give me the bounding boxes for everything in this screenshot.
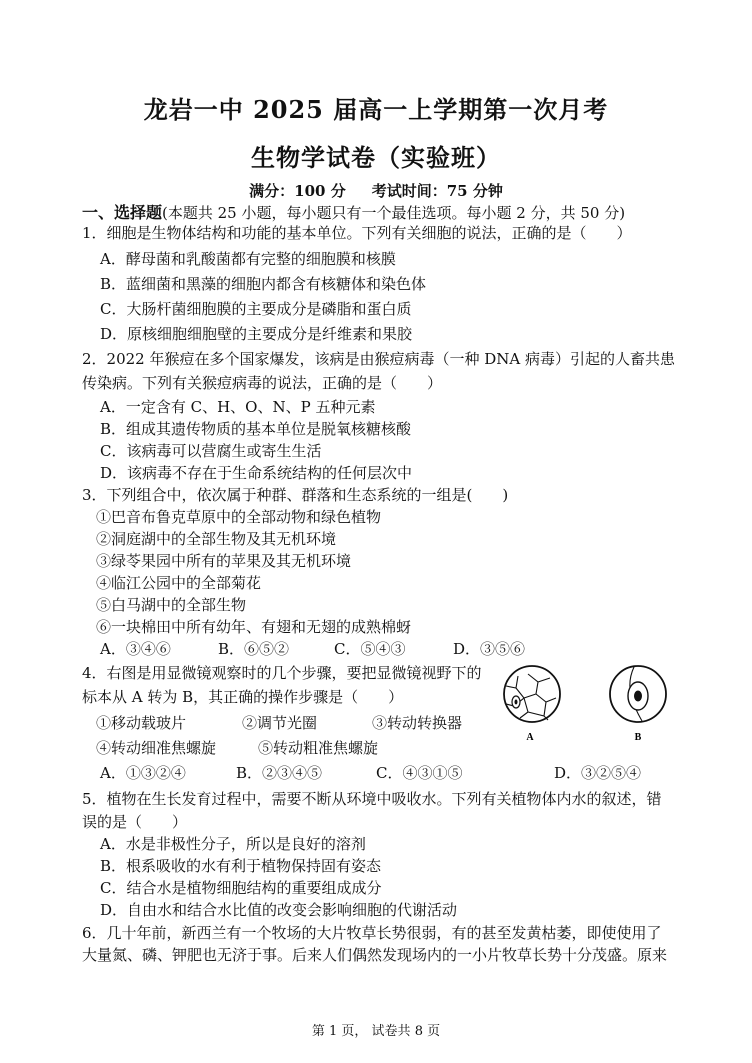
q3-options: [100, 640, 525, 658]
section-heading: [82, 200, 625, 223]
q4-step-5: ⑤转动粗准焦螺旋: [258, 739, 379, 757]
q4-option-d: D．③②⑤④: [554, 764, 642, 782]
q2-option-a: A．一定含有 C、H、O、N、P 五种元素: [100, 398, 376, 416]
q3-stem: 3．下列组合中，依次属于种群、群落和生态系统的一组是( ): [82, 486, 509, 504]
q5-option-c: C．结合水是植物细胞结构的重要组成成分: [100, 879, 382, 897]
field-a-diagram: [504, 666, 560, 743]
q5-stem-line1: 5．植物在生长发育过程中，需要不断从环境中吸收水。下列有关植物体内水的叙述，错: [82, 790, 662, 808]
section-title: 一、选择题: [82, 203, 163, 222]
q1-option-c: C．大肠杆菌细胞膜的主要成分是磷脂和蛋白质: [100, 300, 412, 318]
q3-option-b: B．⑥⑤②: [218, 640, 290, 658]
q4-options: [100, 764, 641, 782]
q4-steps-row2: [96, 739, 378, 757]
q2-option-c: C．该病毒可以营腐生或寄生生活: [100, 442, 322, 460]
q1-option-b: B．蓝细菌和黑藻的细胞内都含有核糖体和染色体: [100, 275, 427, 293]
q4-step-4: ④转动细准焦螺旋: [96, 739, 217, 757]
q3-option-c: C．⑤④③: [334, 640, 406, 658]
exam-meta: [0, 180, 752, 201]
q4-option-c: C．④③①⑤: [376, 764, 463, 782]
microscope-field-figure: [498, 662, 680, 744]
q3-option-d: D．③⑤⑥: [453, 640, 526, 658]
q4-step-2: ②调节光圈: [242, 714, 318, 732]
exam-time: 考试时间：75 分钟: [371, 182, 503, 200]
q4-step-3: ③转动转换器: [372, 714, 463, 732]
page-footer: 第 1 页， 试卷共 8 页: [311, 1024, 441, 1039]
q4-option-a: A．①③②④: [100, 764, 186, 782]
exam-title: 龙岩一中 2025 届高一上学期第一次月考: [143, 95, 609, 124]
q1-option-d: D．原核细胞细胞壁的主要成分是纤维素和果胶: [100, 325, 413, 343]
full-score: 满分：100 分: [249, 182, 346, 200]
field-b-diagram: [610, 666, 666, 743]
q3-item: ⑥一块棉田中所有幼年、有翅和无翅的成熟棉蚜: [96, 618, 412, 636]
q4-stem-line1: 4．右图是用显微镜观察时的几个步骤，要把显微镜视野下的: [82, 664, 482, 682]
q6-line1: 6．几十年前，新西兰有一个牧场的大片牧草长势很弱，有的甚至发黄枯萎，即使使用了: [82, 924, 662, 942]
section-note: (本题共 25 小题，每小题只有一个最佳选项。每小题 2 分，共 50 分): [162, 204, 626, 222]
q2-stem-line2: 传染病。下列有关猴痘病毒的说法，正确的是（ ）: [82, 374, 443, 392]
q4-stem-line2: 标本从 A 转为 B，其正确的操作步骤是（ ）: [82, 688, 404, 706]
q4-steps-row1: [96, 714, 462, 732]
q4-step-1: ①移动载玻片: [96, 714, 187, 732]
field-a-label: A: [526, 732, 534, 743]
q5-option-d: D．自由水和结合水比值的改变会影响细胞的代谢活动: [100, 901, 458, 919]
q3-item: ④临江公园中的全部菊花: [96, 574, 262, 592]
q3-item: ③绿苓果园中所有的苹果及其无机环境: [96, 552, 352, 570]
field-b-label: B: [634, 732, 642, 743]
q1-option-a: A．酵母菌和乳酸菌都有完整的细胞膜和核膜: [100, 250, 396, 268]
q3-item: ⑤白马湖中的全部生物: [96, 596, 247, 614]
exam-subtitle: 生物学试卷（实验班）: [251, 143, 501, 172]
q3-item: ①巴音布鲁克草原中的全部动物和绿色植物: [96, 508, 382, 526]
q2-stem-line1: 2．2022 年猴痘在多个国家爆发，该病是由猴痘病毒（一种 DNA 病毒）引起的人畜共患: [82, 350, 676, 368]
q5-option-b: B．根系吸收的水有利于植物保持固有姿态: [100, 857, 382, 875]
q5-option-a: A．水是非极性分子，所以是良好的溶剂: [100, 835, 366, 853]
q3-option-a: A．③④⑥: [100, 640, 171, 658]
q5-stem-line2: 误的是（ ）: [82, 813, 188, 831]
q4-option-b: B．②③④⑤: [236, 764, 323, 782]
q3-item: ②洞庭湖中的全部生物及其无机环境: [96, 530, 337, 548]
q1-stem: 1．细胞是生物体结构和功能的基本单位。下列有关细胞的说法，正确的是（ ）: [82, 224, 632, 242]
q2-option-b: B．组成其遗传物质的基本单位是脱氧核糖核酸: [100, 420, 412, 438]
q6-line2: 大量氮、磷、钾肥也无济于事。后来人们偶然发现场内的一小片牧草长势十分茂盛。原来: [82, 946, 668, 964]
q2-option-d: D．该病毒不存在于生命系统结构的任何层次中: [100, 464, 413, 482]
